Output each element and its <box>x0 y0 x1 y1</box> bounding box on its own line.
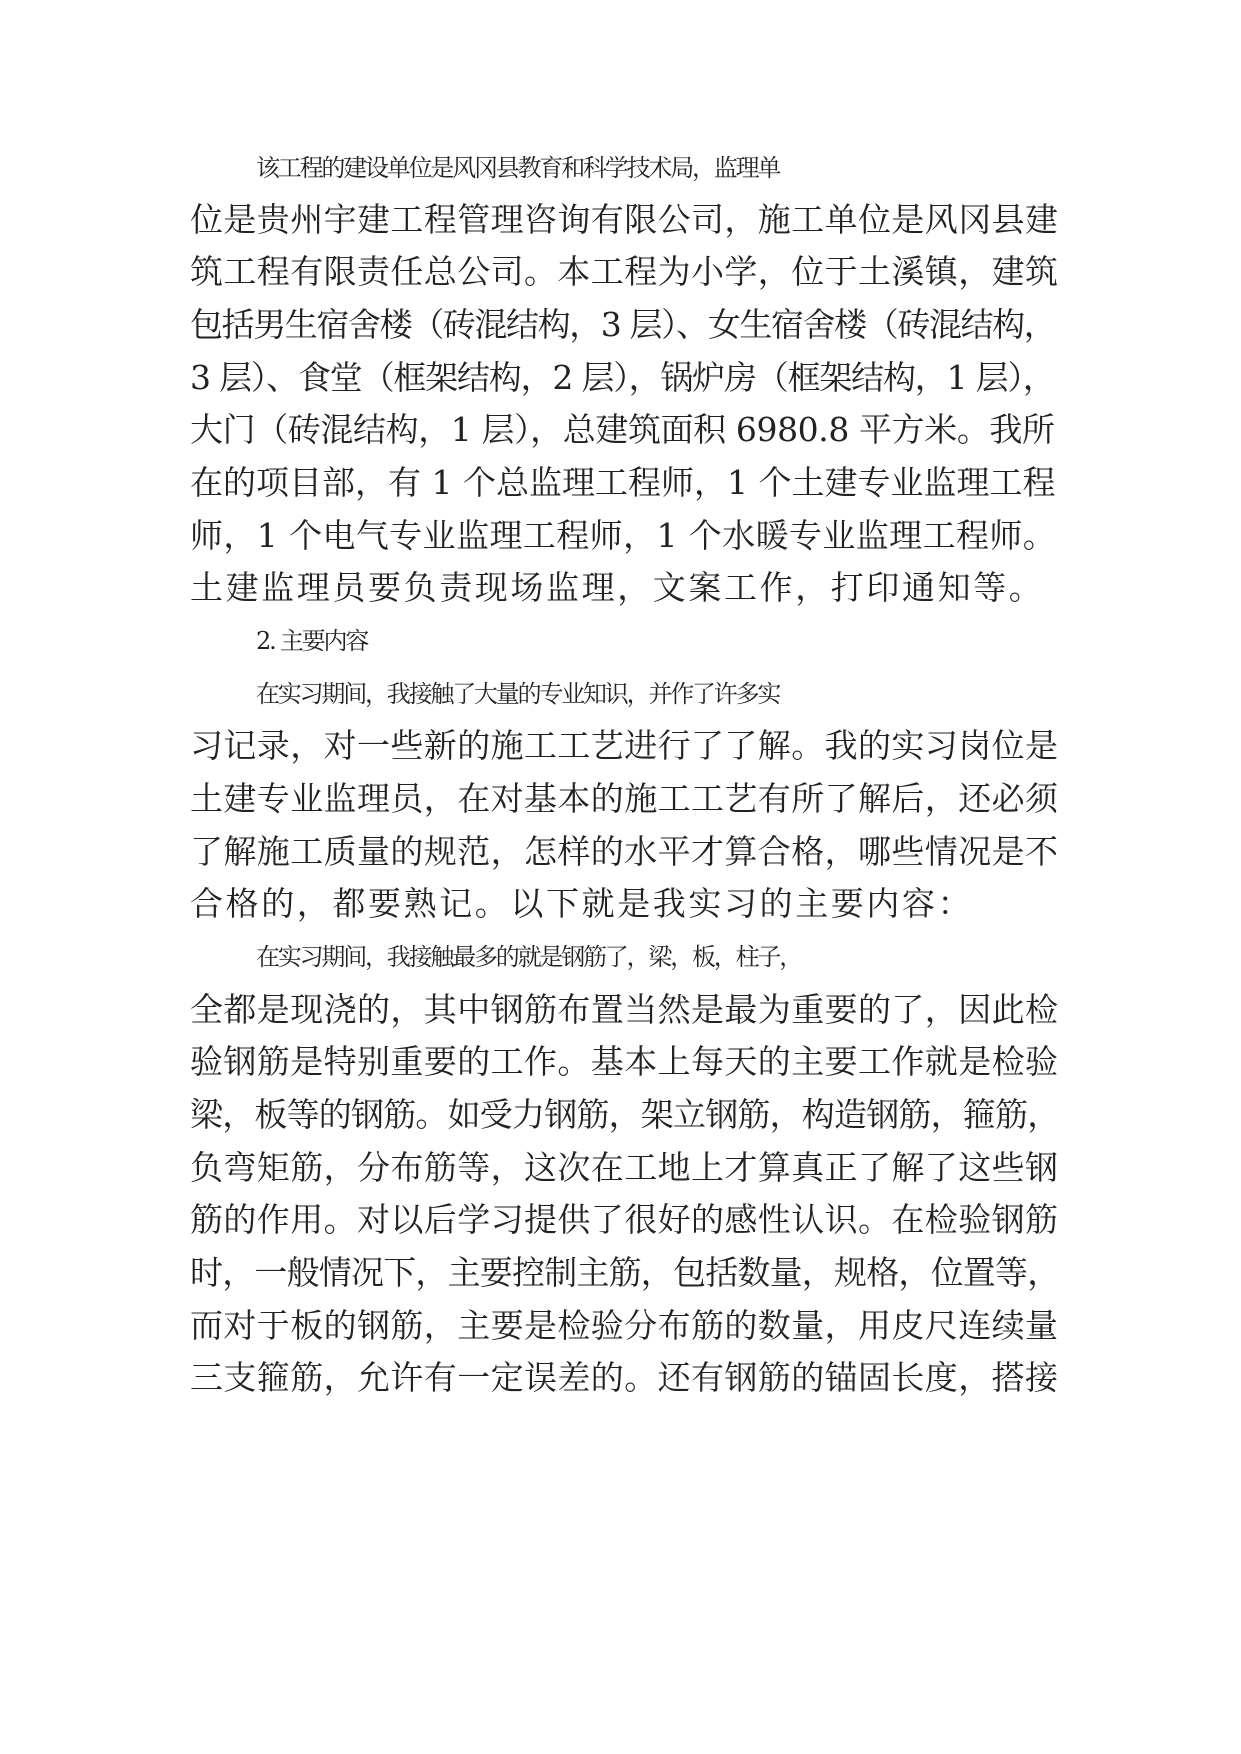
text-line: 梁，板等的钢筋。如受力钢筋，架立钢筋，构造钢筋，箍筋， <box>190 1095 1060 1134</box>
text-line: 筑工程有限责任总公司。本工程为小学，位于土溪镇，建筑 <box>190 252 1059 291</box>
text-line: 土建监理员要负责现场监理，文案工作，打印通知等。 <box>190 568 1045 607</box>
text-line: 在的项目部，有 1 个总监理工程师，1 个土建专业监理工程 <box>190 463 1056 502</box>
text-line: 在实习期间，我接触最多的就是钢筋了，梁，板，柱子， <box>256 943 801 971</box>
text-line: 该工程的建设单位是风冈县教育和科学技术局，监理单 <box>256 154 780 182</box>
text-line: 在实习期间，我接触了大量的专业知识，并作了许多实 <box>256 680 780 708</box>
text-line: 3 层）、食堂（框架结构，2 层），锅炉房（框架结构，1 层）， <box>190 358 1055 397</box>
text-line: 合格的，都要熟记。以下就是我实习的主要内容： <box>190 884 974 923</box>
section-heading: 2. 主要内容 <box>256 627 368 655</box>
text-line: 验钢筋是特别重要的工作。基本上每天的主要工作就是检验 <box>190 1042 1059 1081</box>
text-line: 全都是现浇的，其中钢筋布置当然是最为重要的了，因此检 <box>190 990 1059 1029</box>
text-line: 负弯矩筋，分布筋等，这次在工地上才算真正了解了这些钢 <box>190 1148 1059 1187</box>
text-line: 大门（砖混结构，1 层），总建筑面积 6980.8 平方米。我所 <box>190 410 1055 449</box>
text-line: 位是贵州宇建工程管理咨询有限公司，施工单位是风冈县建 <box>190 200 1059 239</box>
text-line: 师，1 个电气专业监理工程师，1 个水暖专业监理工程师。 <box>190 516 1057 555</box>
text-line: 土建专业监理员，在对基本的施工工艺有所了解后，还必须 <box>190 779 1059 818</box>
text-line: 时，一般情况下，主要控制主筋，包括数量，规格，位置等， <box>190 1253 1060 1292</box>
text-line: 三支箍筋，允许有一定误差的。还有钢筋的锚固长度，搭接 <box>190 1358 1059 1397</box>
text-line: 包括男生宿舍楼（砖混结构，3 层）、女生宿舍楼（砖混结构， <box>190 305 1056 344</box>
text-line: 筋的作用。对以后学习提供了很好的感性认识。在检验钢筋 <box>190 1200 1059 1239</box>
text-line: 习记录，对一些新的施工工艺进行了了解。我的实习岗位是 <box>190 726 1059 765</box>
text-line: 而对于板的钢筋，主要是检验分布筋的数量，用皮尺连续量 <box>190 1306 1059 1345</box>
text-line: 了解施工质量的规范，怎样的水平才算合格，哪些情况是不 <box>190 832 1059 871</box>
